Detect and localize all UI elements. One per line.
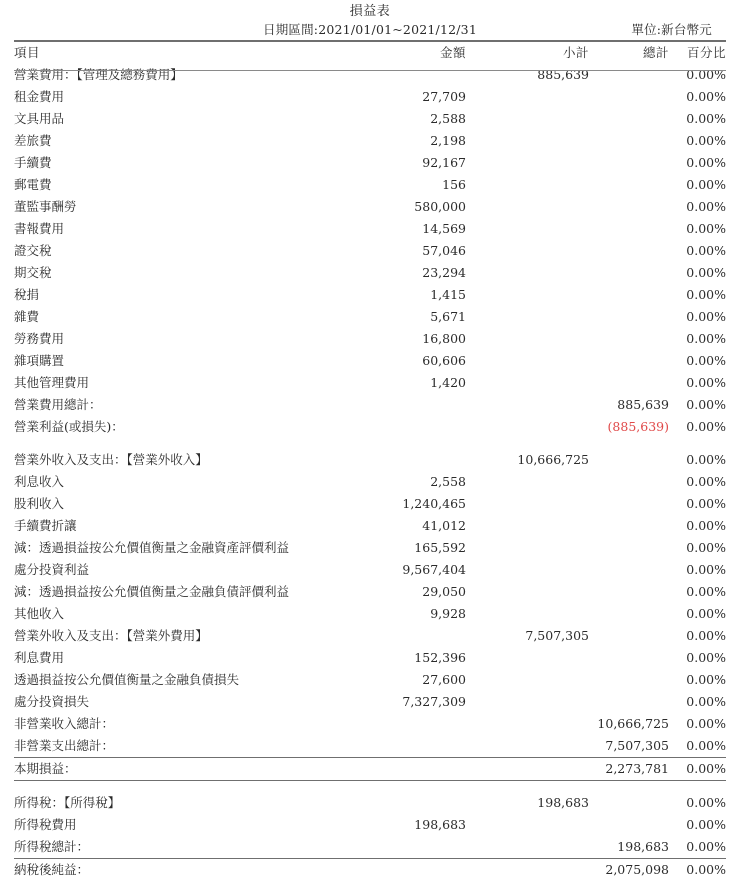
cell-percent: 0.00%: [686, 353, 726, 368]
cell-percent: 0.00%: [686, 795, 726, 810]
column-header-total: 總計: [642, 45, 669, 60]
cell-amount: 152,396: [414, 650, 466, 665]
section-spacer: [14, 781, 726, 793]
cell-percent: 0.00%: [686, 839, 726, 854]
cell-item: 減：透過損益按公允價值衡量之金融資產評價利益: [14, 540, 290, 555]
cell-amount: 1,415: [430, 287, 466, 302]
cell-total: [589, 559, 669, 581]
table-row[interactable]: [14, 108, 726, 130]
cell-amount: 7,327,309: [402, 694, 466, 709]
column-header-amount: 金額: [439, 45, 466, 60]
cell-amount: 1,420: [430, 375, 466, 390]
cell-percent: 0.00%: [686, 177, 726, 192]
cell-percent: 0.00%: [686, 155, 726, 170]
cell-subtotal: [466, 691, 589, 713]
table-row[interactable]: [14, 350, 726, 372]
cell-item: 營業費用：【管理及總務費用】: [14, 67, 183, 82]
table-row[interactable]: [14, 603, 726, 625]
table-row[interactable]: [14, 394, 726, 416]
cell-amount: [340, 713, 466, 735]
cell-percent: 0.00%: [686, 221, 726, 236]
cell-amount: [340, 416, 466, 438]
column-header-subtotal: 小計: [562, 45, 589, 60]
cell-item: 利息費用: [14, 650, 65, 665]
table-row[interactable]: [14, 130, 726, 152]
cell-percent: 0.00%: [686, 496, 726, 511]
cell-percent: 0.00%: [669, 758, 726, 781]
table-row[interactable]: [14, 647, 726, 669]
cell-subtotal: [466, 471, 589, 493]
cell-item: 納稅後純益：: [14, 859, 340, 882]
date-range-label: 日期區間:2021/01/01~2021/12/31: [263, 22, 477, 37]
cell-total: [589, 218, 669, 240]
cell-total: 885,639: [617, 397, 669, 412]
column-header-percent: 百分比: [686, 45, 726, 60]
table-row[interactable]: [14, 262, 726, 284]
table-row[interactable]: [14, 691, 726, 713]
cell-item: 營業利益(或損失)：: [14, 419, 124, 434]
cell-percent: 0.00%: [686, 584, 726, 599]
cell-total: [589, 625, 669, 647]
cell-total: 2,273,781: [589, 758, 669, 781]
cell-total: [589, 350, 669, 372]
cell-percent: 0.00%: [686, 331, 726, 346]
cell-item: 所得稅總計：: [14, 839, 90, 854]
cell-subtotal: [466, 350, 589, 372]
cell-total: [589, 108, 669, 130]
cell-subtotal: [466, 581, 589, 603]
cell-item: 非營業支出總計：: [14, 738, 115, 753]
cell-amount: 9,928: [430, 606, 466, 621]
cell-item: 減：透過損益按公允價值衡量之金融負債評價利益: [14, 584, 290, 599]
cell-subtotal: [466, 669, 589, 691]
cell-subtotal: [466, 372, 589, 394]
cell-total: [589, 284, 669, 306]
cell-percent: 0.00%: [686, 716, 726, 731]
cell-total: [589, 537, 669, 559]
cell-total: 198,683: [617, 839, 669, 854]
cell-subtotal: [466, 130, 589, 152]
cell-amount: [340, 836, 466, 859]
cell-total: [589, 130, 669, 152]
table-row[interactable]: [14, 152, 726, 174]
cell-item: 處分投資損失: [14, 694, 90, 709]
cell-total: [589, 669, 669, 691]
cell-amount: 1,240,465: [402, 496, 466, 511]
cell-total: [589, 328, 669, 350]
cell-percent: 0.00%: [686, 474, 726, 489]
cell-amount: 29,050: [422, 584, 466, 599]
cell-amount: [340, 394, 466, 416]
cell-amount: 57,046: [422, 243, 466, 258]
cell-subtotal: [466, 603, 589, 625]
cell-percent: 0.00%: [686, 397, 726, 412]
section-spacer: [14, 438, 726, 449]
cell-amount: [340, 449, 466, 471]
cell-total: [589, 262, 669, 284]
cell-total: [589, 691, 669, 713]
cell-total: [589, 471, 669, 493]
cell-subtotal: [466, 416, 589, 438]
cell-subtotal: [466, 284, 589, 306]
cell-amount: 23,294: [422, 265, 466, 280]
subheader: [14, 20, 726, 40]
cell-total: [589, 792, 669, 814]
cell-item: 營業外收入及支出：【營業外費用】: [14, 628, 208, 643]
cell-subtotal: 198,683: [537, 795, 589, 810]
cell-total: (885,639): [607, 419, 669, 434]
cell-percent: 0.00%: [686, 199, 726, 214]
table-row[interactable]: [14, 64, 726, 86]
cell-item: 所得稅：【所得稅】: [14, 795, 121, 810]
table-row[interactable]: [14, 196, 726, 218]
cell-item: 租金費用: [14, 89, 65, 104]
cell-item: 非營業收入總計：: [14, 716, 115, 731]
table-row[interactable]: [14, 581, 726, 603]
cell-item: 其他管理費用: [14, 375, 90, 390]
cell-total: [589, 86, 669, 108]
cell-subtotal: [466, 735, 589, 758]
header-bottom-divider: [14, 70, 726, 71]
column-header-item: 項目: [14, 45, 41, 60]
cell-total: [589, 306, 669, 328]
cell-item: 處分投資利益: [14, 562, 90, 577]
table-row[interactable]: [14, 735, 726, 758]
cell-amount: 2,198: [430, 133, 466, 148]
cell-subtotal: 10,666,725: [517, 452, 589, 467]
cell-percent: 0.00%: [686, 672, 726, 687]
cell-item: 其他收入: [14, 606, 65, 621]
cell-amount: 5,671: [430, 309, 466, 324]
cell-subtotal: [466, 493, 589, 515]
cell-total: [589, 64, 669, 86]
table-row[interactable]: [14, 669, 726, 691]
table-row[interactable]: [14, 625, 726, 647]
cell-percent: 0.00%: [686, 606, 726, 621]
cell-amount: [340, 735, 466, 758]
income-statement-table: [14, 42, 726, 881]
cell-percent: 0.00%: [686, 89, 726, 104]
spacer-cell: [14, 438, 726, 449]
cell-percent: 0.00%: [686, 309, 726, 324]
cell-subtotal: [466, 647, 589, 669]
cell-amount: [340, 64, 466, 86]
cell-amount: [340, 625, 466, 647]
cell-item: 證交稅: [14, 243, 52, 258]
cell-item: 手續費: [14, 155, 52, 170]
table-row[interactable]: [14, 515, 726, 537]
table-row[interactable]: [14, 471, 726, 493]
cell-item: 利息收入: [14, 474, 65, 489]
cell-item: 稅捐: [14, 287, 40, 302]
cell-item: 差旅費: [14, 133, 52, 148]
table-row[interactable]: [14, 493, 726, 515]
cell-subtotal: [466, 174, 589, 196]
cell-total: [589, 449, 669, 471]
cell-percent: 0.00%: [669, 859, 726, 882]
cell-total: [589, 814, 669, 836]
currency-unit-label: 單位:新台幣元: [631, 22, 712, 37]
cell-percent: 0.00%: [686, 243, 726, 258]
cell-item: 郵電費: [14, 177, 52, 192]
table-row[interactable]: [14, 174, 726, 196]
cell-subtotal: [466, 152, 589, 174]
cell-percent: 0.00%: [686, 67, 726, 82]
table-header: [14, 42, 726, 64]
cell-percent: 0.00%: [686, 375, 726, 390]
cell-amount: 16,800: [422, 331, 466, 346]
cell-item: 雜項購置: [14, 353, 65, 368]
cell-subtotal: [466, 859, 589, 882]
table-row[interactable]: [14, 372, 726, 394]
cell-total: 10,666,725: [597, 716, 669, 731]
cell-total: [589, 493, 669, 515]
cell-amount: 2,588: [430, 111, 466, 126]
cell-amount: 14,569: [422, 221, 466, 236]
cell-percent: 0.00%: [686, 562, 726, 577]
cell-amount: 9,567,404: [402, 562, 466, 577]
table-header-row: [14, 42, 726, 64]
cell-subtotal: [466, 713, 589, 735]
table-row[interactable]: [14, 559, 726, 581]
cell-item: 本期損益：: [14, 758, 340, 781]
cell-total: [589, 174, 669, 196]
cell-amount: [340, 859, 466, 882]
cell-subtotal: [466, 836, 589, 859]
cell-amount: 60,606: [422, 353, 466, 368]
cell-subtotal: [466, 218, 589, 240]
cell-total: [589, 372, 669, 394]
cell-percent: 0.00%: [686, 133, 726, 148]
cell-percent: 0.00%: [686, 738, 726, 753]
table-row[interactable]: [14, 836, 726, 859]
cell-item: 文具用品: [14, 111, 65, 126]
table-row[interactable]: [14, 328, 726, 350]
table-row[interactable]: [14, 306, 726, 328]
cell-subtotal: [466, 86, 589, 108]
cell-total: [589, 647, 669, 669]
cell-item: 雜費: [14, 309, 40, 324]
cell-percent: 0.00%: [686, 419, 726, 434]
cell-subtotal: [466, 306, 589, 328]
table-row[interactable]: [14, 713, 726, 735]
cell-subtotal: [466, 240, 589, 262]
cell-total: [589, 581, 669, 603]
cell-item: 所得稅費用: [14, 817, 77, 832]
cell-amount: 2,558: [430, 474, 466, 489]
cell-total: [589, 240, 669, 262]
cell-item: 營業費用總計：: [14, 397, 102, 412]
cell-item: 透過損益按公允價值衡量之金融負債損失: [14, 672, 240, 687]
cell-amount: 27,600: [422, 672, 466, 687]
cell-amount: 165,592: [414, 540, 466, 555]
cell-item: 營業外收入及支出：【營業外收入】: [14, 452, 208, 467]
cell-percent: 0.00%: [686, 650, 726, 665]
cell-amount: 92,167: [422, 155, 466, 170]
cell-amount: 198,683: [414, 817, 466, 832]
cell-subtotal: [466, 537, 589, 559]
cell-percent: 0.00%: [686, 452, 726, 467]
cell-amount: [340, 792, 466, 814]
cell-percent: 0.00%: [686, 628, 726, 643]
cell-percent: 0.00%: [686, 694, 726, 709]
table-row[interactable]: [14, 814, 726, 836]
cell-subtotal: 885,639: [537, 67, 589, 82]
cell-total: [589, 603, 669, 625]
table-row[interactable]: [14, 240, 726, 262]
cell-percent: 0.00%: [686, 540, 726, 555]
table-row[interactable]: [14, 284, 726, 306]
cell-amount: 27,709: [422, 89, 466, 104]
cell-total: [589, 196, 669, 218]
cell-percent: 0.00%: [686, 111, 726, 126]
table-row[interactable]: [14, 218, 726, 240]
cell-amount: 580,000: [414, 199, 466, 214]
table-row[interactable]: [14, 449, 726, 471]
table-row[interactable]: [14, 859, 726, 882]
cell-subtotal: [466, 328, 589, 350]
spacer-cell: [14, 781, 726, 793]
cell-amount: [340, 758, 466, 781]
cell-subtotal: [466, 108, 589, 130]
cell-item: 董監事酬勞: [14, 199, 77, 214]
cell-subtotal: [466, 262, 589, 284]
cell-item: 勞務費用: [14, 331, 65, 346]
table-row[interactable]: [14, 416, 726, 438]
cell-percent: 0.00%: [686, 287, 726, 302]
cell-percent: 0.00%: [686, 817, 726, 832]
cell-subtotal: [466, 814, 589, 836]
cell-percent: 0.00%: [686, 518, 726, 533]
cell-total: [589, 152, 669, 174]
cell-subtotal: [466, 559, 589, 581]
cell-amount: 41,012: [422, 518, 466, 533]
table-row[interactable]: [14, 792, 726, 814]
cell-item: 手續費折讓: [14, 518, 77, 533]
table-row[interactable]: [14, 86, 726, 108]
cell-total: 2,075,098: [589, 859, 669, 882]
table-row[interactable]: [14, 758, 726, 781]
cell-item: 期交稅: [14, 265, 52, 280]
cell-subtotal: [466, 394, 589, 416]
cell-total: [589, 515, 669, 537]
cell-item: 書報費用: [14, 221, 65, 236]
cell-subtotal: [466, 196, 589, 218]
table-row[interactable]: [14, 537, 726, 559]
cell-subtotal: [466, 515, 589, 537]
table-body: [14, 64, 726, 881]
cell-total: 7,507,305: [605, 738, 669, 753]
cell-subtotal: [466, 758, 589, 781]
page-title: 損益表: [349, 4, 391, 19]
cell-item: 股利收入: [14, 496, 65, 511]
cell-percent: 0.00%: [686, 265, 726, 280]
cell-amount: 156: [442, 177, 466, 192]
cell-subtotal: 7,507,305: [525, 628, 589, 643]
